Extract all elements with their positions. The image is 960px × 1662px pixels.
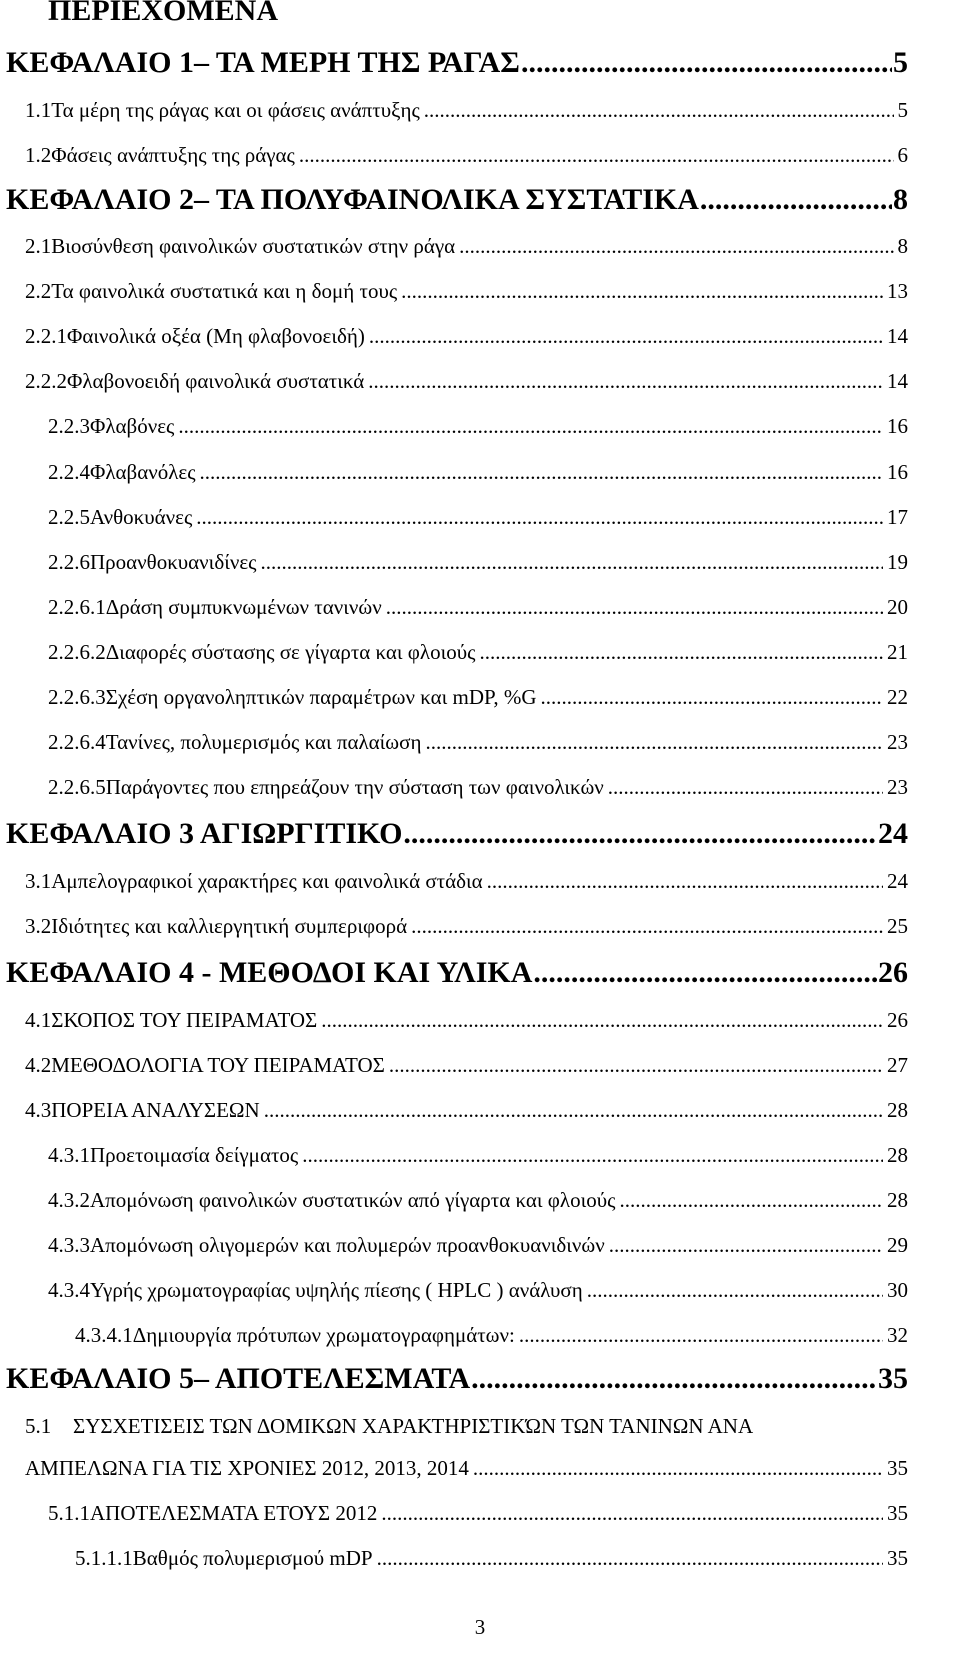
section-number: 2.2.6.3 (48, 685, 106, 709)
section-number: 2.2.5 (48, 505, 90, 529)
toc-entry-3-1[interactable] (25, 869, 908, 894)
section-title: Φλαβανόλες (90, 460, 196, 484)
toc-entry-5-1[interactable] (25, 1414, 753, 1439)
section-title: Τανίνες, πολυμερισμός και παλαίωση (105, 730, 422, 754)
section-number: 3.1 (25, 869, 52, 893)
dot-leader (425, 730, 883, 755)
dot-leader (389, 1053, 883, 1078)
section-number: 4.3.1 (48, 1143, 90, 1167)
toc-entry-chapter-4[interactable] (6, 956, 908, 990)
toc-heading: ΠΕΡΙΕΧΟΜΕΝΑ (48, 0, 279, 27)
toc-entry-2-2-6-5[interactable] (48, 775, 908, 800)
section-title: Ιδιότητες και καλλιεργητική συμπεριφορά (51, 914, 408, 938)
page-number: 27 (887, 1053, 908, 1077)
page-number: 14 (887, 369, 908, 393)
section-number: 2.2.1 (25, 324, 67, 348)
section-number: 4.3.2 (48, 1188, 90, 1212)
page-number: 8 (893, 183, 908, 216)
page-number: 16 (887, 460, 908, 484)
chapter-number: ΚΕΦΑΛΑΙΟ 2 (6, 183, 194, 216)
section-title: Προετοιμασία δείγματος (90, 1143, 299, 1167)
section-number: 4.2 (25, 1053, 52, 1077)
dot-leader (386, 595, 883, 620)
page-number: 35 (887, 1501, 908, 1525)
toc-entry-4-3-4-1[interactable] (75, 1323, 908, 1348)
dot-leader (381, 1501, 883, 1526)
dot-leader (608, 775, 883, 800)
section-number: 2.2.6.4 (48, 730, 106, 754)
toc-entry-chapter-3[interactable] (6, 817, 908, 851)
section-title: ΑΠΟΤΕΛΕΣΜΑΤΑ ΕΤΟΥΣ 2012 (90, 1501, 378, 1525)
section-title: Υγρής χρωματογραφίας υψηλής πίεσης ( HPLC ) ανάλυση (90, 1278, 583, 1302)
section-title: Προανθοκυανιδίνες (90, 550, 257, 574)
page-number: 21 (887, 640, 908, 664)
section-number: 5.1.1 (48, 1501, 90, 1525)
dot-leader (368, 369, 883, 394)
page-number: 17 (887, 505, 908, 529)
dot-leader (471, 1362, 877, 1396)
chapter-number: ΚΕΦΑΛΑΙΟ 1 (6, 46, 194, 79)
dot-leader (321, 1008, 883, 1033)
page-number: 29 (887, 1233, 908, 1257)
toc-entry-2-2-6[interactable] (48, 550, 908, 575)
dot-leader (587, 1278, 883, 1303)
toc-entry-1-1[interactable] (25, 98, 908, 123)
toc-entry-4-1[interactable] (25, 1008, 908, 1033)
toc-entry-2-2-5[interactable] (48, 505, 908, 530)
toc-entry-2-2-3[interactable] (48, 414, 908, 439)
page-number: 6 (897, 143, 908, 167)
toc-entry-2-2-1[interactable] (25, 324, 908, 349)
toc-entry-2-2-4[interactable] (48, 460, 908, 485)
section-number: 4.3.4 (48, 1278, 90, 1302)
toc-entry-4-3-3[interactable] (48, 1233, 908, 1258)
dot-leader (619, 1188, 883, 1213)
toc-entry-2-1[interactable] (25, 234, 908, 259)
dot-leader (377, 1546, 883, 1571)
page-number: 35 (887, 1456, 908, 1480)
section-title: Δράση συμπυκνωμένων τανινών (105, 595, 382, 619)
dot-leader (264, 1098, 883, 1123)
toc-entry-4-3-4[interactable] (48, 1278, 908, 1303)
section-number: 2.2 (25, 279, 52, 303)
dot-leader (424, 98, 894, 123)
toc-entry-2-2-6-1[interactable] (48, 595, 908, 620)
section-title: ΜΕΘΟΔΟΛΟΓΙΑ ΤΟΥ ΠΕΙΡΑΜΑΤΟΣ (51, 1053, 385, 1077)
section-title: Διαφορές σύστασης σε γίγαρτα και φλοιούς (105, 640, 476, 664)
section-title: Απομόνωση ολιγομερών και πολυμερών προανθοκυανιδινών (90, 1233, 605, 1257)
page-number: 28 (887, 1188, 908, 1212)
toc-entry-chapter-2[interactable] (6, 183, 908, 217)
dot-leader (519, 1323, 883, 1348)
dot-leader (700, 183, 892, 217)
toc-entry-5-1-1-1[interactable] (75, 1546, 908, 1571)
chapter-title: – ΑΠΟΤΕΛΕΣΜΑΤΑ (193, 1362, 471, 1395)
section-title: Τα φαινολικά συστατικά και η δομή τους (51, 279, 398, 303)
dot-leader (521, 46, 892, 80)
toc-entry-5-1-continued[interactable] (25, 1456, 908, 1481)
page-number: 32 (887, 1323, 908, 1347)
section-title: Ανθοκυάνες (90, 505, 193, 529)
page-number: 22 (887, 685, 908, 709)
dot-leader (196, 505, 883, 530)
page-number: 14 (887, 324, 908, 348)
toc-entry-5-1-1[interactable] (48, 1501, 908, 1526)
page-number: 5 (893, 46, 908, 79)
section-title: Σχέση οργανοληπτικών παραμέτρων και mDP, %G (105, 685, 537, 709)
section-number: 4.1 (25, 1008, 52, 1032)
section-number: 2.2.6.2 (48, 640, 106, 664)
chapter-title: ΑΓΙΩΡΓΙΤΙΚΟ (193, 817, 403, 850)
dot-leader (473, 1456, 883, 1481)
section-number: 2.2.6.5 (48, 775, 106, 799)
page-number: 28 (887, 1098, 908, 1122)
section-title: ΣΚΟΠΟΣ ΤΟΥ ΠΕΙΡΑΜΑΤΟΣ (51, 1008, 318, 1032)
chapter-number: ΚΕΦΑΛΑΙΟ 5 (6, 1362, 194, 1395)
page-number: 8 (897, 234, 908, 258)
dot-leader (369, 324, 883, 349)
page-number: 35 (878, 1362, 908, 1395)
section-title: Βαθμός πολυμερισμού mDP (132, 1546, 373, 1570)
section-title: Τα μέρη της ράγας και οι φάσεις ανάπτυξης (51, 98, 420, 122)
footer-page-number: 3 (474, 1615, 486, 1639)
page-number: 26 (878, 956, 908, 989)
chapter-title: - ΜΕΘΟΔΟΙ ΚΑΙ ΥΛΙΚΑ (193, 956, 533, 989)
toc-entry-chapter-5[interactable] (6, 1362, 908, 1396)
page-number: 30 (887, 1278, 908, 1302)
chapter-number: ΚΕΦΑΛΑΙΟ 4 (6, 956, 194, 989)
toc-entry-2-2-6-2[interactable] (48, 640, 908, 665)
page-number: 5 (897, 98, 908, 122)
section-title: Βιοσύνθεση φαινολικών συστατικών στην ράγα (51, 234, 456, 258)
section-number: 2.2.4 (48, 460, 90, 484)
toc-entry-4-3[interactable] (25, 1098, 908, 1123)
page-number: 24 (878, 817, 908, 850)
section-title: ΣΥΣΧΕΤΙΣΕΙΣ ΤΩΝ ΔΟΜΙΚΩΝ ΧΑΡΑΚΤΗΡΙΣΤΙΚΏΝ ΤΩΝ ΤΑΝΙΝΩΝ ΑΝΑ (73, 1414, 754, 1438)
toc-entry-1-2[interactable] (25, 143, 908, 168)
toc-entry-2-2-2[interactable] (25, 369, 908, 394)
dot-leader (609, 1233, 883, 1258)
section-number: 2.2.6.1 (48, 595, 106, 619)
section-number: 1.1 (25, 98, 52, 122)
chapter-title: – ΤΑ ΠΟΛΥΦΑΙΝΟΛΙΚΑ ΣΥΣΤΑΤΙΚΑ (193, 183, 699, 216)
section-title: Δημιουργία πρότυπων χρωματογραφημάτων: (132, 1323, 515, 1347)
section-title: ΠΟΡΕΙΑ ΑΝΑΛΥΣΕΩΝ (51, 1098, 260, 1122)
page-number: 23 (887, 730, 908, 754)
toc-entry-4-2[interactable] (25, 1053, 908, 1078)
section-title: Φάσεις ανάπτυξης της ράγας (51, 143, 295, 167)
section-title: Φλαβονοειδή φαινολικά συστατικά (67, 369, 365, 393)
dot-leader (479, 640, 883, 665)
page-number: 35 (887, 1546, 908, 1570)
dot-leader (411, 914, 883, 939)
section-title: Απομόνωση φαινολικών συστατικών από γίγαρτα και φλοιούς (90, 1188, 616, 1212)
section-number: 5.1 (25, 1414, 52, 1438)
page-number: 24 (887, 869, 908, 893)
dot-leader (261, 550, 883, 575)
section-number: 2.1 (25, 234, 52, 258)
page-number: 25 (887, 914, 908, 938)
dot-leader (487, 869, 883, 894)
section-number: 2.2.2 (25, 369, 67, 393)
dot-leader (178, 414, 883, 439)
dot-leader (200, 460, 883, 485)
section-title: Φλαβόνες (90, 414, 175, 438)
chapter-title: – ΤΑ ΜΕΡΗ ΤΗΣ ΡΑΓΑΣ (193, 46, 520, 79)
dot-leader (533, 956, 877, 990)
page-number: 16 (887, 414, 908, 438)
section-number: 1.2 (25, 143, 52, 167)
section-number: 5.1.1.1 (75, 1546, 133, 1570)
page-number: 19 (887, 550, 908, 574)
page-number: 23 (887, 775, 908, 799)
section-number: 3.2 (25, 914, 52, 938)
page-number: 28 (887, 1143, 908, 1167)
dot-leader (299, 143, 894, 168)
toc-entry-2-2[interactable] (25, 279, 908, 304)
toc-entry-chapter-1[interactable] (6, 46, 908, 80)
toc-entry-3-2[interactable] (25, 914, 908, 939)
page-number: 13 (887, 279, 908, 303)
toc-entry-4-3-1[interactable] (48, 1143, 908, 1168)
section-number: 4.3 (25, 1098, 52, 1122)
section-title: Παράγοντες που επηρεάζουν την σύσταση των φαινολικών (105, 775, 604, 799)
section-number: 4.3.3 (48, 1233, 90, 1257)
section-number: 4.3.4.1 (75, 1323, 133, 1347)
page-number: 26 (887, 1008, 908, 1032)
toc-entry-2-2-6-3[interactable] (48, 685, 908, 710)
section-title: ΑΜΠΕΛΩΝΑ ΓΙΑ ΤΙΣ ΧΡΟΝΙΕΣ 2012, 2013, 2014 (25, 1456, 469, 1480)
toc-entry-2-2-6-4[interactable] (48, 730, 908, 755)
dot-leader (302, 1143, 883, 1168)
section-number: 2.2.3 (48, 414, 90, 438)
dot-leader (541, 685, 883, 710)
section-title: Αμπελογραφικοί χαρακτήρες και φαινολικά στάδια (51, 869, 483, 893)
chapter-number: ΚΕΦΑΛΑΙΟ 3 (6, 817, 194, 850)
section-title: Φαινολικά οξέα (Μη φλαβονοειδή) (67, 324, 365, 348)
page-number: 20 (887, 595, 908, 619)
dot-leader (401, 279, 883, 304)
toc-entry-4-3-2[interactable] (48, 1188, 908, 1213)
section-number: 2.2.6 (48, 550, 90, 574)
dot-leader (459, 234, 893, 259)
dot-leader (403, 817, 877, 851)
